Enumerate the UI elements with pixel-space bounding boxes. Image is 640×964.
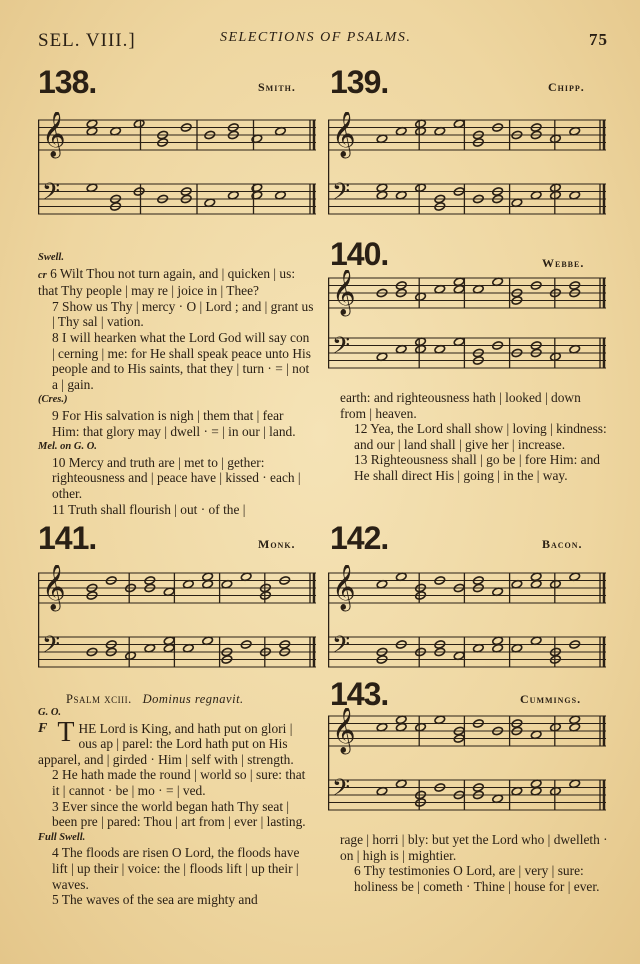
music-score xyxy=(328,565,606,675)
tune-name: Chipp. xyxy=(548,80,585,94)
music-score xyxy=(38,112,316,222)
svg-text:𝄢: 𝄢 xyxy=(42,177,61,211)
verse xyxy=(38,266,314,299)
psalm-verses-left-2 xyxy=(38,705,314,908)
verse: 4 The floods are risen O Lord, the floods have lift | up their | voice: the | floods lift | up their | waves. xyxy=(52,845,300,892)
chant-number: 138. xyxy=(38,64,97,100)
verse: earth: and righteousness hath | looked | down from | heaven. xyxy=(340,390,581,421)
music-score xyxy=(328,270,606,376)
verse-text: HE Lord is King, and hath put on glori | ous ap | parel: the Lord hath put on His apparel, and | girded · Him | self with | strength. xyxy=(38,720,294,767)
svg-text:𝄞: 𝄞 xyxy=(42,565,66,610)
verse: 10 Mercy and truth are | met to | gether: righteousness and | peace have | kissed · each | other. xyxy=(52,454,301,501)
tune-name: Cummings. xyxy=(520,692,582,706)
verse: 8 I will hearken what the Lord God will say con | cerning | me: for He shall speak peace unto His people and to His saints, that they | turn · = | not a | gain. xyxy=(52,329,311,392)
verse: 13 Righteousness shall | go be | fore Him: and He shall direct His | going | in the | way. xyxy=(354,452,600,483)
music-score xyxy=(328,112,606,222)
chant-number: 140. xyxy=(330,236,389,272)
music-score xyxy=(38,565,316,675)
page-number: 75 xyxy=(589,30,608,49)
running-title: SELECTIONS OF PSALMS. xyxy=(220,30,412,45)
chant-number: 143. xyxy=(330,676,389,712)
section-label: SEL. VIII.] xyxy=(38,30,136,51)
psalm-verses-right-2 xyxy=(340,832,608,894)
verse: 9 For His salvation is nigh | them that | fear Him: that glory may | dwell · = | in our | land. xyxy=(52,407,296,439)
tune-name: Webbe. xyxy=(542,256,585,270)
verse: 3 Ever since the world began hath Thy seat | been pre | pared: Thou | art from | ever | lasting. xyxy=(52,798,306,830)
psalm-latin-title: Dominus regnavit. xyxy=(142,692,244,706)
verse: rage | horri | bly: but yet the Lord who | dwelleth · on | high is | mightier. xyxy=(340,832,608,863)
verse: 5 The waves of the sea are mighty and xyxy=(52,892,258,908)
dynamic-mark: Full Swell. xyxy=(38,831,86,843)
psalm-verses-right-1 xyxy=(340,390,608,484)
svg-text:𝄞: 𝄞 xyxy=(332,565,356,610)
svg-text:𝄢: 𝄢 xyxy=(332,177,351,211)
dynamic-mark: cr xyxy=(38,269,47,281)
psalm-verses-left-1 xyxy=(38,250,314,517)
music-score xyxy=(328,708,606,818)
svg-text:𝄞: 𝄞 xyxy=(332,708,356,753)
tune-name: Smith. xyxy=(258,80,296,94)
chant-number: 141. xyxy=(38,520,97,556)
dynamic-mark: F xyxy=(38,720,48,736)
dynamic-mark: Mel. on G. O. xyxy=(38,441,97,453)
svg-text:𝄢: 𝄢 xyxy=(332,773,351,807)
chant-number: 142. xyxy=(330,520,389,556)
verse: 7 Show us Thy | mercy · O | Lord ; and | grant us | Thy sal | vation. xyxy=(52,298,314,330)
svg-text:𝄢: 𝄢 xyxy=(42,630,61,664)
svg-text:𝄢: 𝄢 xyxy=(332,630,351,664)
verse: 6 Thy testimonies O Lord, are | very | sure: holiness be | cometh · Thine | house for | ever. xyxy=(354,863,600,894)
verse: 12 Yea, the Lord shall show | loving | kindness: and our | land shall | give her | increase. xyxy=(354,421,607,452)
tune-name: Monk. xyxy=(258,537,296,551)
svg-text:𝄞: 𝄞 xyxy=(332,112,356,157)
verse: 2 He hath made the round | world so | sure: that it | cannot · be | mo · = | ved. xyxy=(52,767,306,798)
svg-text:𝄢: 𝄢 xyxy=(332,331,351,365)
dynamic-mark: Swell. xyxy=(38,252,64,263)
psalm-label: Psalm xciii. xyxy=(66,692,132,706)
dynamic-mark: (Cres.) xyxy=(38,394,68,406)
verse: 11 Truth shall flourish | out · of the | xyxy=(52,501,246,517)
tune-name: Bacon. xyxy=(542,537,583,551)
drop-cap: T xyxy=(57,716,75,748)
dynamic-mark: G. O. xyxy=(38,707,62,718)
svg-text:𝄞: 𝄞 xyxy=(42,112,66,157)
svg-text:𝄞: 𝄞 xyxy=(332,270,356,315)
chant-number: 139. xyxy=(330,64,389,100)
verse-text: 6 Wilt Thou not turn again, and | quicken | us: that Thy people | may re | joice in | Thee? xyxy=(38,265,296,299)
verse xyxy=(38,716,314,768)
